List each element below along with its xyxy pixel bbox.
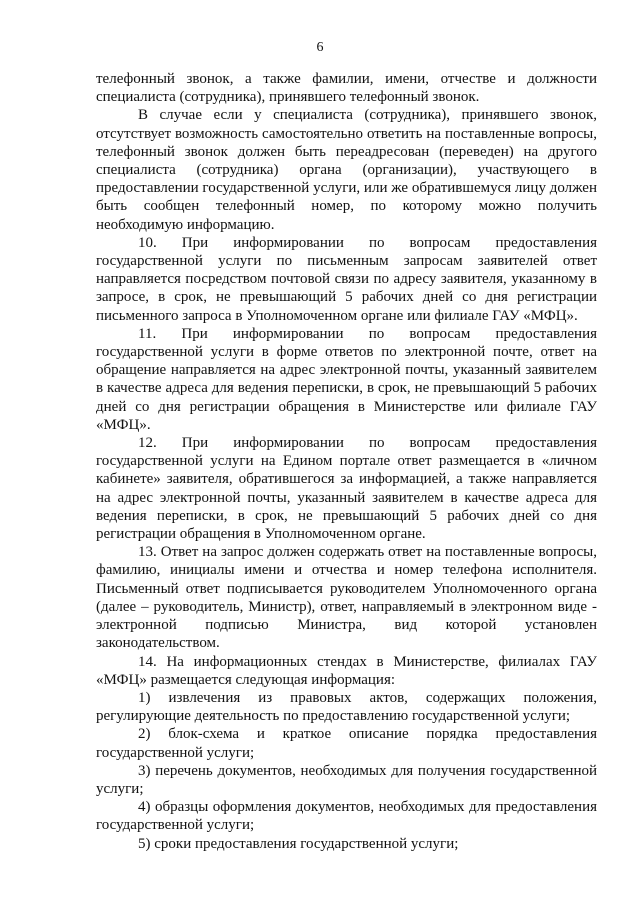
paragraph-item-10: 10. При информировании по вопросам предоставления государственной услуги по письменным запросам заявителей ответ направляется посредством почтовой связи по адресу заявителя, указанному в запросе, в срок, не превышающий 5 рабочих дней со дня регистрации письменного запроса в Уполномоченном органе или филиале ГАУ «МФЦ».: [96, 234, 597, 324]
page-number: 6: [316, 40, 324, 55]
document-body: [96, 70, 597, 853]
paragraph-continuation: телефонный звонок, а также фамилии, имени, отчестве и должности специалиста (сотрудника), принявшего телефонный звонок.: [96, 71, 597, 106]
paragraph-item-13: 13. Ответ на запрос должен содержать ответ на поставленные вопросы, фамилию, инициалы имени и отчества и номер телефона исполнителя. Письменный ответ подписывается руководителем Уполномоченного органа (далее – руководитель, Министр), ответ, направляемый в электронном виде - электронной подписью Министра, вид которой установлен законодательством.: [96, 544, 597, 652]
list-item-1: 1) извлечения из правовых актов, содержащих положения, регулирующие деятельность по предоставлению государственной услуги;: [96, 689, 597, 725]
paragraph-redirect-call: В случае если у специалиста (сотрудника), принявшего звонок, отсутствует возможность самостоятельно ответить на поставленные вопросы, телефонный звонок должен быть переадресован (переведен) на другого специалиста (сотрудника) органа (организации), участвующего в предоставлении государственной услуги, или же обратившемуся лицу должен быть сообщен телефонный номер, по которому можно получить необходимую информацию.: [96, 107, 597, 233]
paragraph-item-12: 12. При информировании по вопросам предоставления государственной услуги на Едином портале ответ размещается в «личном кабинете» заявителя, обратившегося за информацией, а также направляется на адрес электронной почты, указанный заявителем в качестве адреса для ведения переписки, в срок, не превышающий 5 рабочих дней со дня регистрации обращения в Уполномоченном органе.: [96, 435, 597, 543]
list-item-2: 2) блок-схема и краткое описание порядка предоставления государственной услуги;: [96, 726, 597, 761]
paragraph-item-14: 14. На информационных стендах в Министерстве, филиалах ГАУ «МФЦ» размещается следующая информация:: [96, 653, 597, 688]
list-item-3: 3) перечень документов, необходимых для получения государственной услуги;: [96, 762, 597, 797]
list-item-4: 4) образцы оформления документов, необходимых для предоставления государственной услуги;: [96, 799, 597, 834]
paragraph-item-11: 11. При информировании по вопросам предоставления государственной услуги в форме ответов по электронной почте, ответ на обращение направляется на адрес электронной почты, указанный заявителем в качестве адреса для ведения переписки, в срок, не превышающий 5 рабочих дней со дня регистрации обращения в Министерстве или филиале ГАУ «МФЦ».: [96, 325, 597, 433]
list-item-5: 5) сроки предоставления государственной услуги;: [138, 835, 459, 852]
